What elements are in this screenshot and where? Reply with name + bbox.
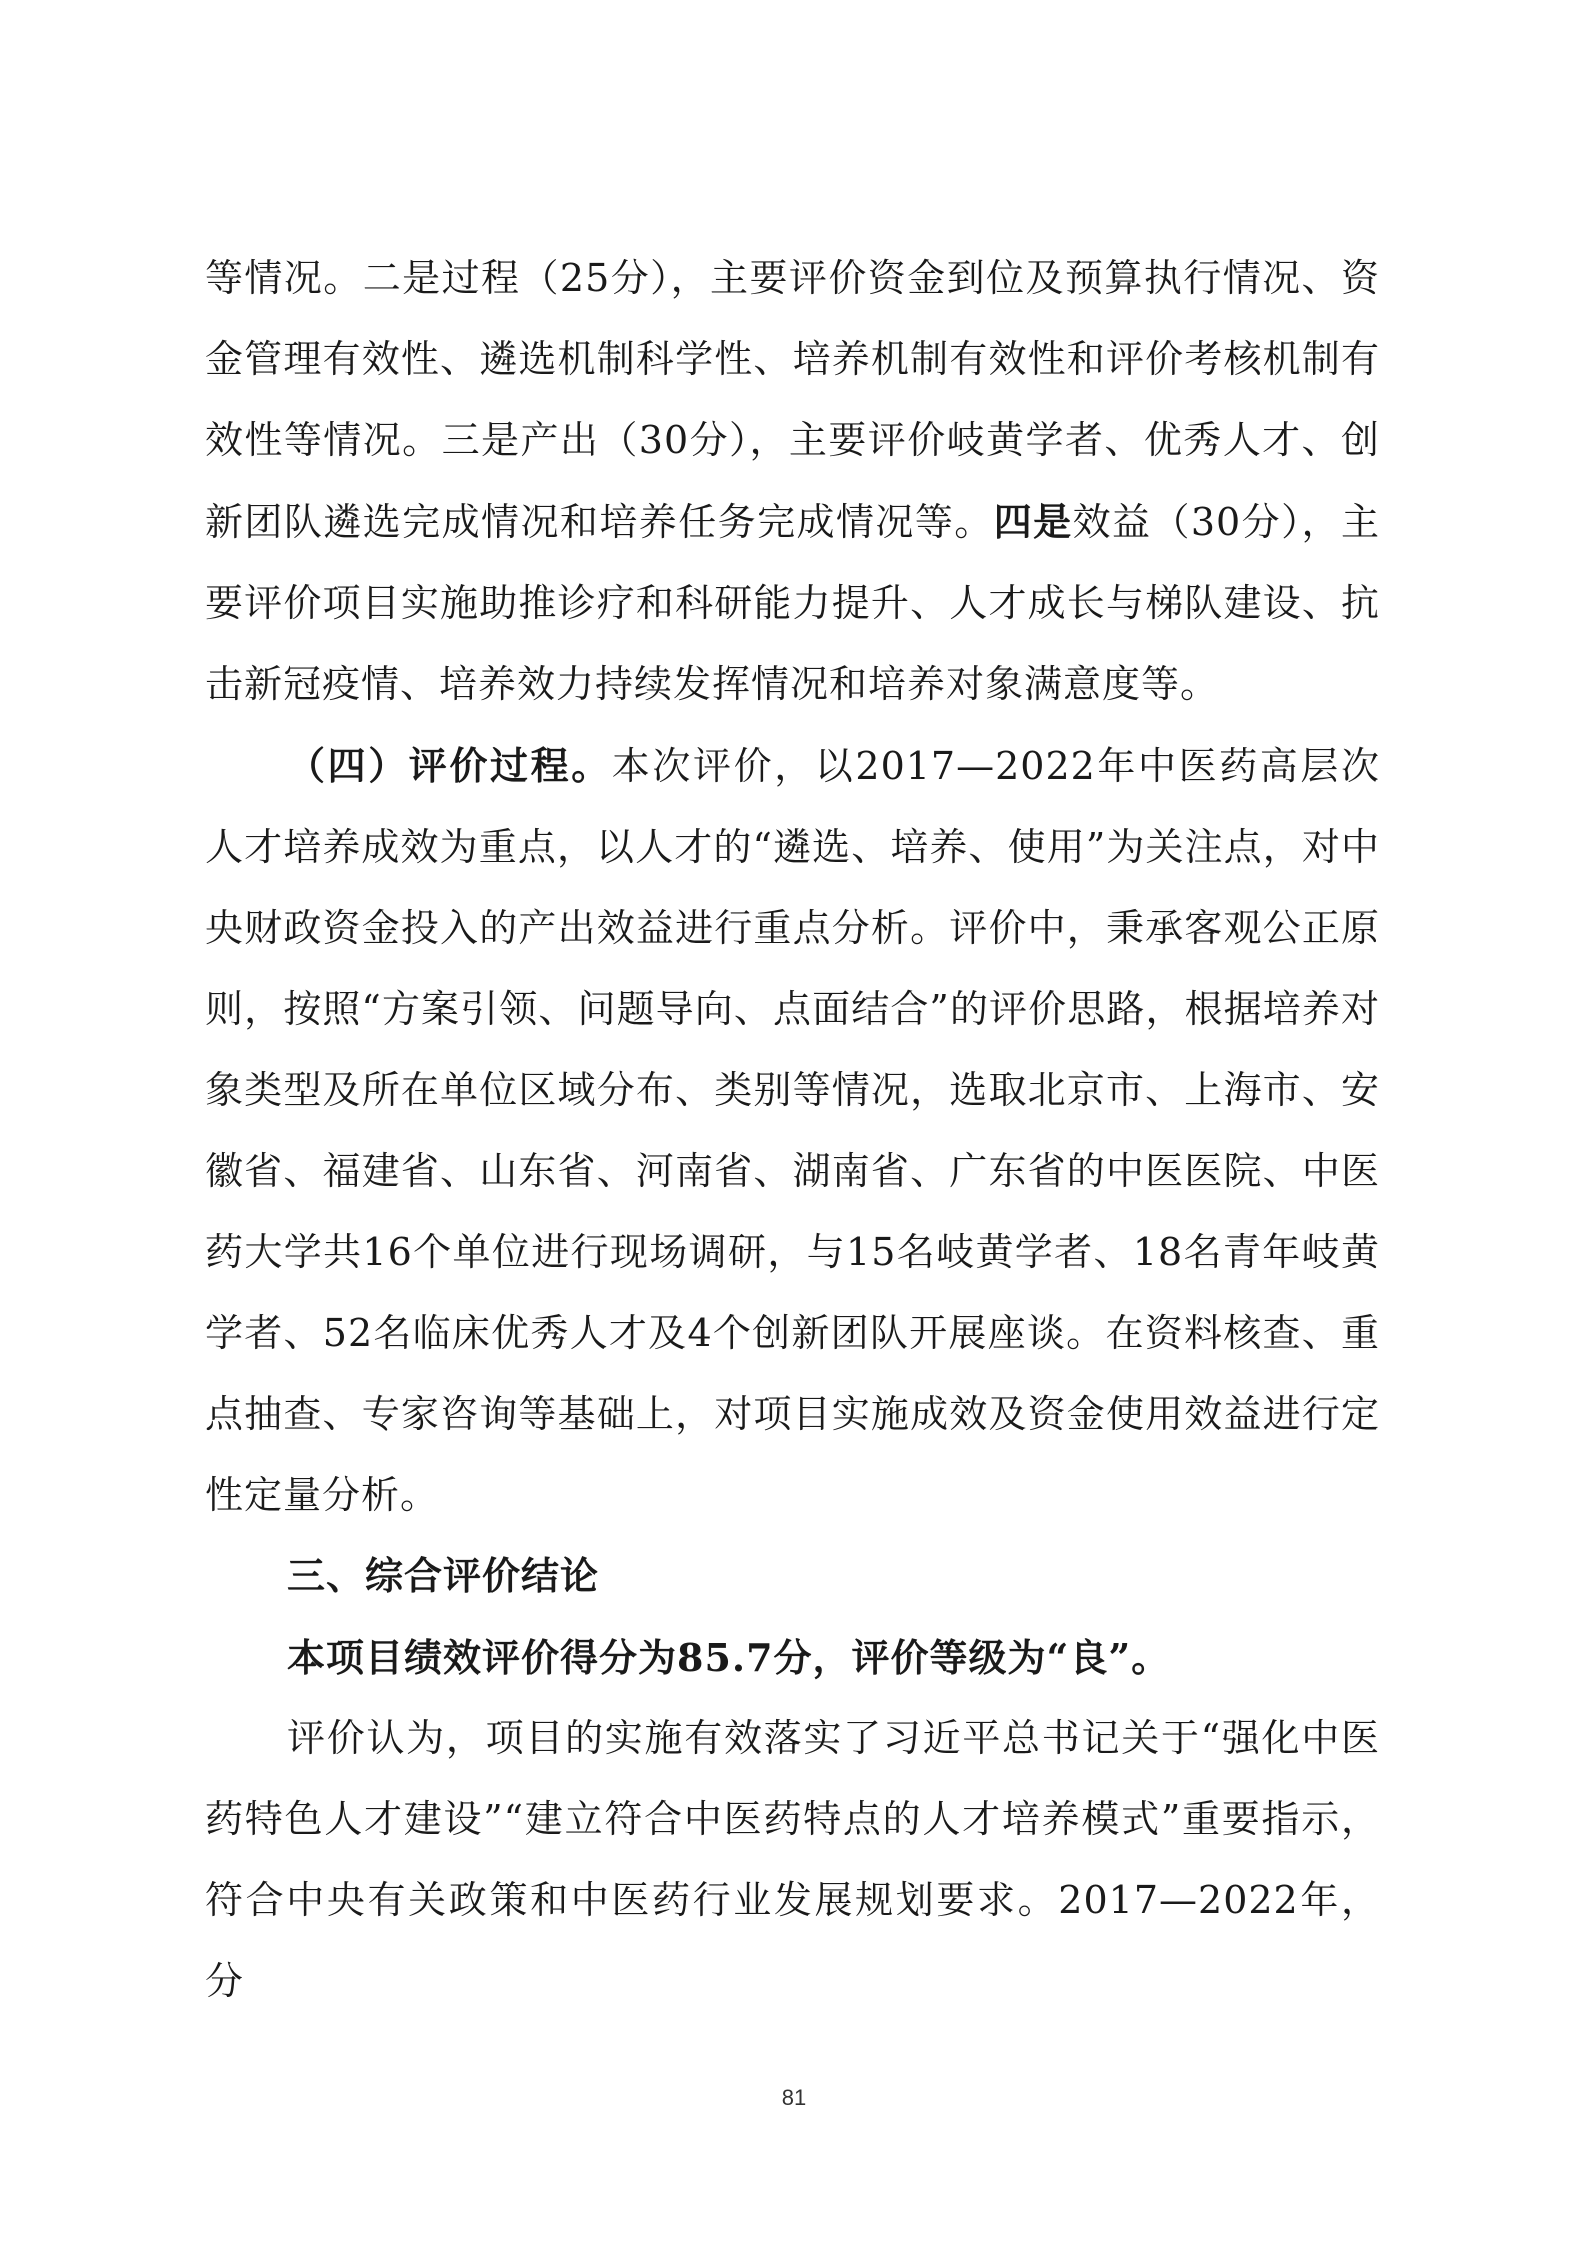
paragraph-text: 效益（30分），主要评价项目实施助推诊疗和科研能力提升、人才成长与梯队建设、抗击新冠疫情、培养效力持续发挥情况和培养对象满意度等。 [205, 500, 1380, 706]
paragraph-evaluation-criteria [205, 238, 1380, 725]
subsection-heading: （四）评价过程。 [287, 743, 612, 788]
bold-lead-in: 四是 [993, 499, 1073, 544]
page-content [205, 238, 1380, 2022]
paragraph-score-conclusion: 本项目绩效评价得分为85.7分，评价等级为“良”。 [287, 1635, 1171, 1680]
page-number: 81 [781, 2085, 807, 2110]
section-heading: 三、综合评价结论 [287, 1554, 600, 1598]
paragraph-evaluation-process [205, 725, 1380, 1536]
paragraph-text: 本次评价，以2017—2022年中医药高层次人才培养成效为重点，以人才的“遴选、培养、使用”为关注点，对中央财政资金投入的产出效益进行重点分析。评价中，秉承客观公正原则，按照“方案引领、问题导向、点面结合”的评价思路，根据培养对象类型及所在单位区域分布、类别等情况，选取北京市、上海市、安徽省、福建省、山东省、河南省、湖南省、广东省的中医医院、中医药大学共16个单位进行现场调研，与15名岐黄学者、18名青年岐黄学者、52名临床优秀人才及4个创新团队开展座谈。在资料核查、重点抽查、专家咨询等基础上，对项目实施成效及资金使用效益进行定性定量分析。 [205, 744, 1380, 1517]
paragraph-assessment: 评价认为，项目的实施有效落实了习近平总书记关于“强化中医药特色人才建设”“建立符合中医药特点的人才培养模式”重要指示，符合中央有关政策和中医药行业发展规划要求。2017—2022年，分 [205, 1716, 1380, 2003]
paragraph-text: 等情况。二是过程（25分），主要评价资金到位及预算执行情况、资金管理有效性、遴选机制科学性、培养机制有效性和评价考核机制有效性等情况。三是产出（30分），主要评价岐黄学者、优秀人才、创新团队遴选完成情况和培养任务完成情况等。 [205, 256, 1380, 544]
